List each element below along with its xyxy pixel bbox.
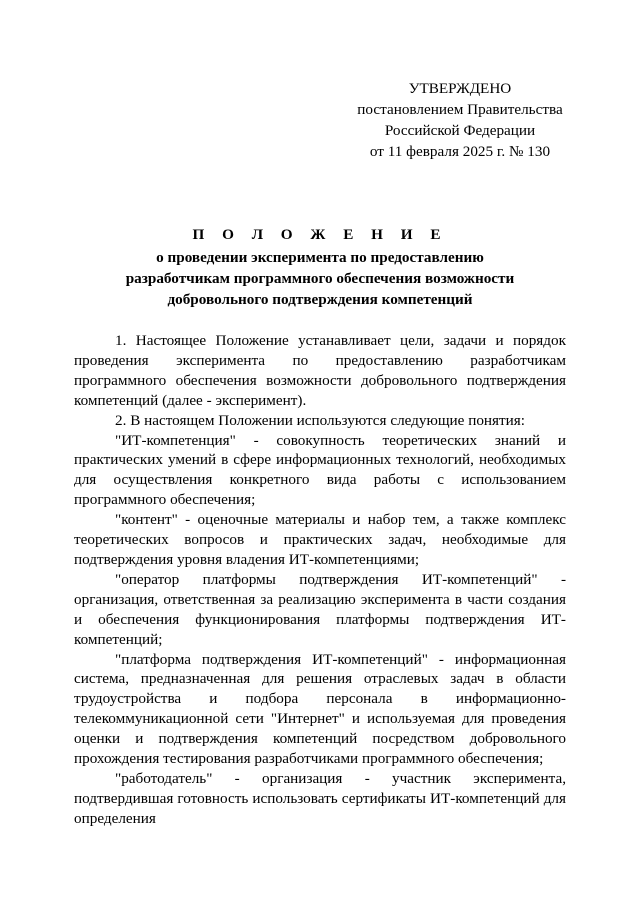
title-main: П О Л О Ж Е Н И Е xyxy=(192,226,448,243)
body-paragraph: "ИТ-компетенция" - совокупность теоретических знаний и практических умений в сфере информационных технологий, необходимых для осуществления конкретного вида работы с использованием программного обеспечения; xyxy=(74,431,566,509)
body-paragraph: "платформа подтверждения ИТ-компетенций" - информационная система, предназначенная для решения отраслевых задач в области трудоустройства и подбора персонала в информационно-телекоммуникационной сети "Интернет" и используемая для проведения оценки и подтверждения компетенций посредством добровольного прохождения тестирования разработчиками программного обеспечения; xyxy=(74,650,566,768)
body-paragraph: 2. В настоящем Положении используются следующие понятия: xyxy=(115,411,526,429)
title-subtitle-line: о проведении эксперимента по предоставлению xyxy=(156,249,484,266)
body-paragraph: "оператор платформы подтверждения ИТ-компетенций" - организация, ответственная за реализацию эксперимента в части создания и обеспечения функционирования платформы подтверждения ИТ-компетенций; xyxy=(74,570,566,648)
approval-line: постановлением Правительства xyxy=(357,101,563,118)
approval-line: Российской Федерации xyxy=(384,122,536,139)
approval-line: от 11 февраля 2025 г. № 130 xyxy=(369,143,551,160)
body-paragraph: 1. Настоящее Положение устанавливает цели, задачи и порядок проведения эксперимента по предоставлению разработчикам программного обеспечения возможности добровольного подтверждения компетенций (далее - эксперимент). xyxy=(74,332,566,409)
document-body xyxy=(74,331,566,829)
approval-stamp xyxy=(330,78,590,162)
title-subtitle-line: добровольного подтверждения компетенций xyxy=(167,291,473,308)
body-paragraph: "работодатель" - организация - участник эксперимента, подтвердившая готовность использовать сертификаты ИТ-компетенций для определения xyxy=(74,769,566,827)
document-title xyxy=(60,223,580,310)
approval-word: УТВЕРЖДЕНО xyxy=(408,80,512,97)
body-paragraph: "контент" - оценочные материалы и набор тем, а также комплекс теоретических вопросов и практических задач, необходимые для подтверждения уровня владения ИТ-компетенциями; xyxy=(74,511,566,568)
title-subtitle-line: разработчикам программного обеспечения возможности xyxy=(125,270,515,287)
